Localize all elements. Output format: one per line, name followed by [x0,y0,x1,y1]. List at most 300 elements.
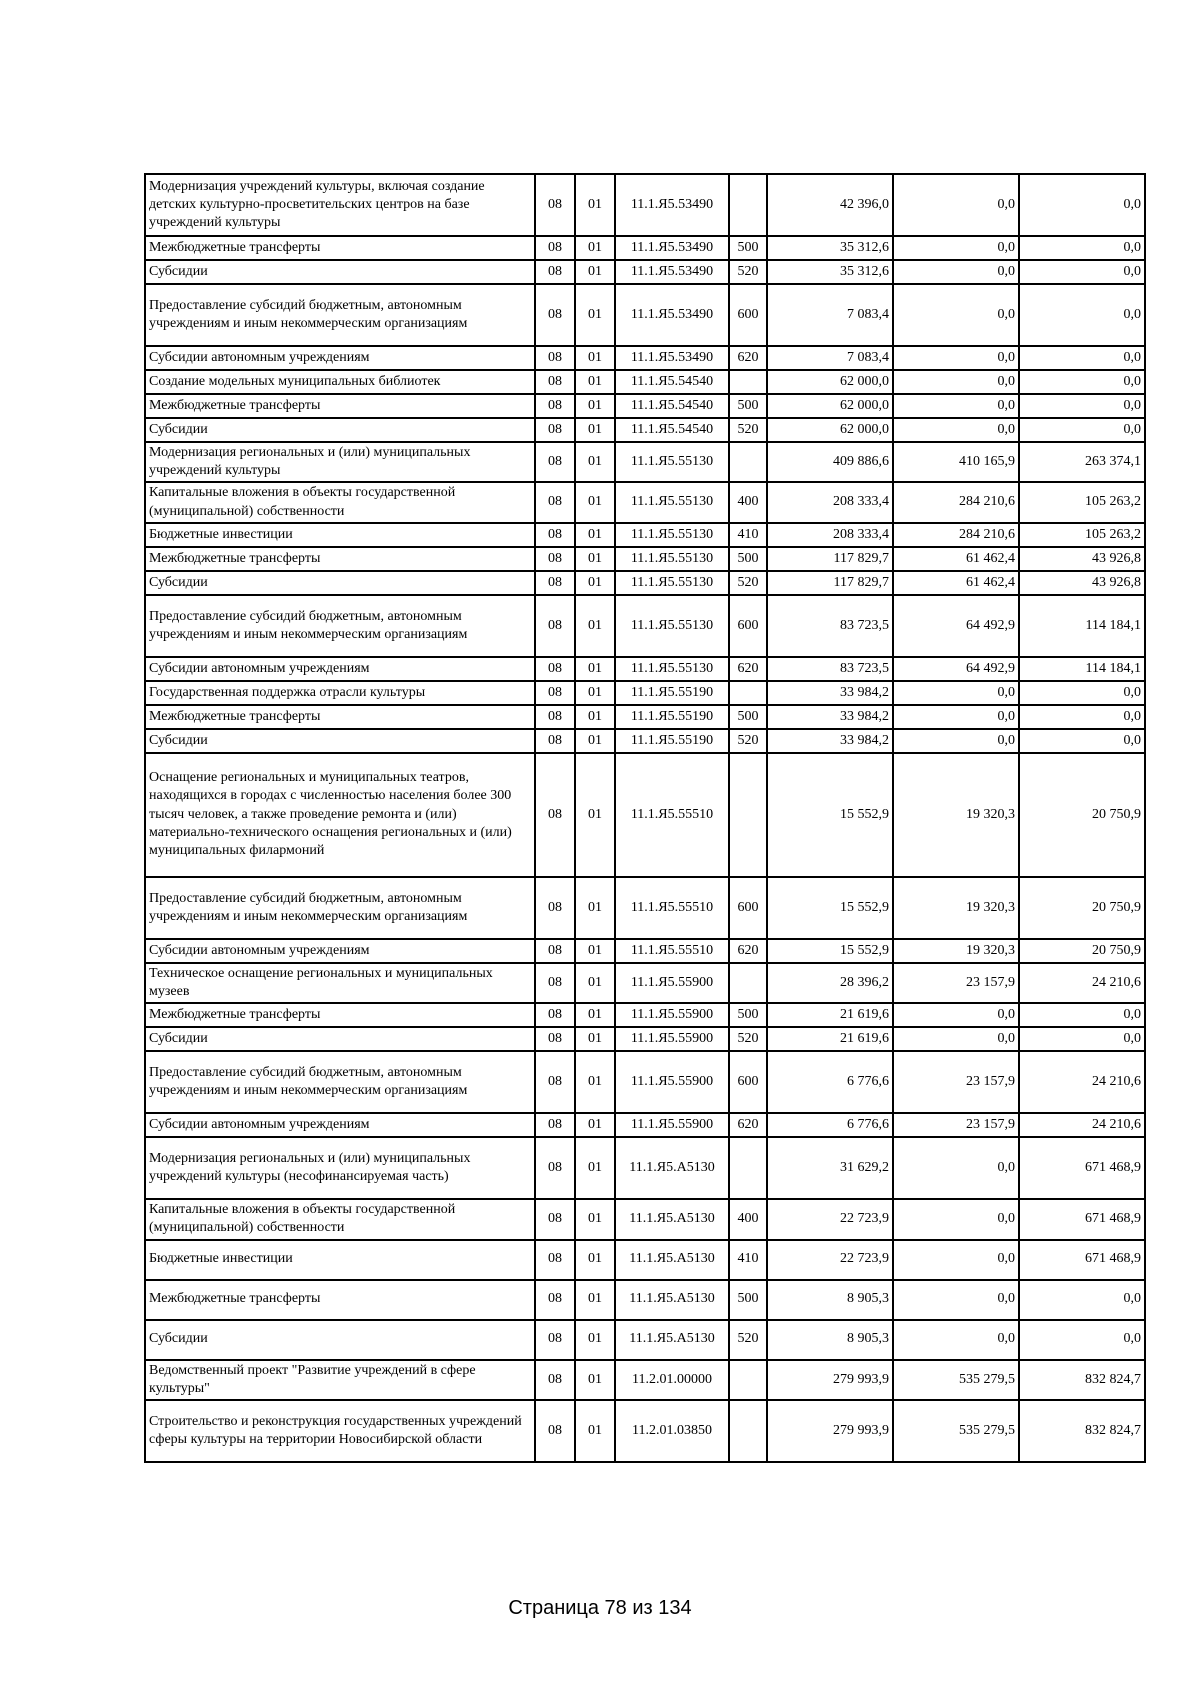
row-subsection: 01 [575,753,615,877]
row-target-article: 11.1.Я5.55130 [615,523,729,547]
row-subsection: 01 [575,442,615,482]
row-expense-type: 520 [729,729,767,753]
row-expense-type: 500 [729,1003,767,1027]
row-name: Межбюджетные трансферты [145,547,535,571]
row-target-article: 11.1.Я5.53490 [615,260,729,284]
row-name: Предоставление субсидий бюджетным, автономным учреждениям и иным некоммерческим организациям [145,595,535,657]
table-row [145,1003,1145,1027]
row-section: 08 [535,571,575,595]
table-row [145,260,1145,284]
row-name: Предоставление субсидий бюджетным, автономным учреждениям и иным некоммерческим организациям [145,1051,535,1113]
row-amount-year-2: 0,0 [893,1137,1019,1199]
row-amount-year-1: 117 829,7 [767,547,893,571]
row-section: 08 [535,442,575,482]
row-name: Оснащение региональных и муниципальных театров, находящихся в городах с численностью населения более 300 тысяч человек, а также проведение ремонта и (или) материально-технического оснащения региональных и (или) муниципальных филармоний [145,753,535,877]
row-name: Бюджетные инвестиции [145,1240,535,1280]
row-name: Капитальные вложения в объекты государственной (муниципальной) собственности [145,1199,535,1239]
row-section: 08 [535,346,575,370]
row-amount-year-2: 19 320,3 [893,753,1019,877]
table-row [145,482,1145,522]
row-expense-type [729,1137,767,1199]
row-subsection: 01 [575,1113,615,1137]
row-expense-type: 620 [729,657,767,681]
table-row [145,284,1145,346]
row-subsection: 01 [575,1027,615,1051]
row-section: 08 [535,236,575,260]
row-subsection: 01 [575,284,615,346]
row-amount-year-2: 0,0 [893,174,1019,236]
row-amount-year-1: 62 000,0 [767,418,893,442]
row-section: 08 [535,1360,575,1400]
row-target-article: 11.1.Я5.54540 [615,394,729,418]
row-name: Субсидии [145,1320,535,1360]
row-amount-year-1: 8 905,3 [767,1320,893,1360]
row-amount-year-3: 0,0 [1019,705,1145,729]
row-target-article: 11.1.Я5.55130 [615,657,729,681]
row-amount-year-1: 8 905,3 [767,1280,893,1320]
row-subsection: 01 [575,939,615,963]
row-amount-year-3: 20 750,9 [1019,939,1145,963]
row-subsection: 01 [575,1003,615,1027]
row-amount-year-2: 64 492,9 [893,657,1019,681]
table-row [145,571,1145,595]
row-amount-year-1: 35 312,6 [767,236,893,260]
row-name: Бюджетные инвестиции [145,523,535,547]
row-expense-type: 600 [729,877,767,939]
row-amount-year-3: 0,0 [1019,236,1145,260]
row-amount-year-1: 62 000,0 [767,394,893,418]
row-expense-type: 500 [729,1280,767,1320]
row-amount-year-3: 0,0 [1019,370,1145,394]
row-section: 08 [535,482,575,522]
row-amount-year-1: 6 776,6 [767,1113,893,1137]
row-amount-year-3: 114 184,1 [1019,595,1145,657]
row-expense-type: 500 [729,547,767,571]
row-section: 08 [535,260,575,284]
row-section: 08 [535,1113,575,1137]
row-amount-year-3: 0,0 [1019,346,1145,370]
row-name: Субсидии автономным учреждениям [145,1113,535,1137]
row-subsection: 01 [575,346,615,370]
table-row [145,370,1145,394]
row-name: Субсидии автономным учреждениям [145,939,535,963]
row-subsection: 01 [575,547,615,571]
row-name: Модернизация учреждений культуры, включая создание детских культурно-просветительских центров на базе учреждений культуры [145,174,535,236]
row-section: 08 [535,370,575,394]
table-row [145,657,1145,681]
row-name: Предоставление субсидий бюджетным, автономным учреждениям и иным некоммерческим организациям [145,877,535,939]
row-name: Субсидии [145,1027,535,1051]
table-row [145,595,1145,657]
row-amount-year-3: 0,0 [1019,394,1145,418]
row-target-article: 11.1.Я5.55900 [615,1113,729,1137]
row-amount-year-3: 114 184,1 [1019,657,1145,681]
row-amount-year-2: 0,0 [893,236,1019,260]
row-amount-year-1: 21 619,6 [767,1003,893,1027]
row-target-article: 11.1.Я5.А5130 [615,1320,729,1360]
row-amount-year-1: 279 993,9 [767,1360,893,1400]
table-row [145,753,1145,877]
table-row [145,547,1145,571]
row-target-article: 11.1.Я5.53490 [615,346,729,370]
table-row [145,1199,1145,1239]
row-amount-year-3: 24 210,6 [1019,1113,1145,1137]
row-target-article: 11.1.Я5.55510 [615,939,729,963]
row-subsection: 01 [575,1360,615,1400]
row-amount-year-1: 6 776,6 [767,1051,893,1113]
row-amount-year-3: 671 468,9 [1019,1240,1145,1280]
row-amount-year-2: 23 157,9 [893,1051,1019,1113]
row-target-article: 11.1.Я5.55510 [615,753,729,877]
row-name: Субсидии [145,571,535,595]
row-expense-type: 520 [729,418,767,442]
row-name: Предоставление субсидий бюджетным, автономным учреждениям и иным некоммерческим организациям [145,284,535,346]
table-row [145,1113,1145,1137]
row-amount-year-2: 0,0 [893,1003,1019,1027]
row-expense-type: 500 [729,705,767,729]
row-section: 08 [535,1240,575,1280]
row-section: 08 [535,877,575,939]
row-subsection: 01 [575,729,615,753]
row-expense-type [729,681,767,705]
row-expense-type [729,1360,767,1400]
table-row [145,681,1145,705]
row-amount-year-1: 409 886,6 [767,442,893,482]
row-target-article: 11.1.Я5.А5130 [615,1280,729,1320]
row-amount-year-2: 0,0 [893,260,1019,284]
row-section: 08 [535,1027,575,1051]
row-amount-year-1: 15 552,9 [767,877,893,939]
row-amount-year-3: 832 824,7 [1019,1400,1145,1462]
row-section: 08 [535,1400,575,1462]
row-section: 08 [535,394,575,418]
row-expense-type [729,370,767,394]
row-expense-type: 600 [729,1051,767,1113]
row-section: 08 [535,284,575,346]
row-subsection: 01 [575,394,615,418]
row-expense-type: 400 [729,1199,767,1239]
row-subsection: 01 [575,877,615,939]
row-amount-year-1: 83 723,5 [767,657,893,681]
table-row [145,236,1145,260]
row-amount-year-3: 43 926,8 [1019,571,1145,595]
table-row [145,174,1145,236]
table-row [145,939,1145,963]
row-amount-year-2: 61 462,4 [893,571,1019,595]
row-name: Межбюджетные трансферты [145,1003,535,1027]
row-expense-type: 600 [729,284,767,346]
table-row [145,1027,1145,1051]
row-amount-year-3: 0,0 [1019,284,1145,346]
row-section: 08 [535,595,575,657]
budget-table [144,173,1146,1463]
row-subsection: 01 [575,236,615,260]
row-amount-year-2: 64 492,9 [893,595,1019,657]
row-subsection: 01 [575,681,615,705]
table-row [145,523,1145,547]
row-section: 08 [535,1137,575,1199]
table-row [145,1280,1145,1320]
row-amount-year-1: 33 984,2 [767,681,893,705]
row-target-article: 11.1.Я5.55900 [615,1051,729,1113]
table-row [145,1360,1145,1400]
row-section: 08 [535,418,575,442]
row-target-article: 11.1.Я5.55900 [615,963,729,1003]
row-amount-year-2: 23 157,9 [893,963,1019,1003]
row-section: 08 [535,1280,575,1320]
row-amount-year-2: 0,0 [893,418,1019,442]
row-subsection: 01 [575,595,615,657]
row-section: 08 [535,1051,575,1113]
row-amount-year-1: 31 629,2 [767,1137,893,1199]
table-row [145,418,1145,442]
row-target-article: 11.1.Я5.А5130 [615,1137,729,1199]
table-row [145,394,1145,418]
row-amount-year-1: 7 083,4 [767,346,893,370]
row-target-article: 11.1.Я5.А5130 [615,1199,729,1239]
row-amount-year-2: 0,0 [893,284,1019,346]
row-name: Межбюджетные трансферты [145,1280,535,1320]
row-amount-year-3: 105 263,2 [1019,482,1145,522]
row-subsection: 01 [575,1240,615,1280]
row-subsection: 01 [575,523,615,547]
row-subsection: 01 [575,370,615,394]
row-expense-type: 410 [729,1240,767,1280]
row-section: 08 [535,963,575,1003]
row-amount-year-3: 0,0 [1019,729,1145,753]
row-name: Строительство и реконструкция государственных учреждений сферы культуры на территории Новосибирской области [145,1400,535,1462]
row-amount-year-3: 0,0 [1019,681,1145,705]
row-expense-type [729,1400,767,1462]
row-amount-year-3: 263 374,1 [1019,442,1145,482]
row-amount-year-1: 22 723,9 [767,1199,893,1239]
row-expense-type: 520 [729,260,767,284]
row-amount-year-2: 23 157,9 [893,1113,1019,1137]
row-name: Субсидии автономным учреждениям [145,657,535,681]
row-target-article: 11.1.Я5.55900 [615,1003,729,1027]
page-number: Страница 78 из 134 [508,1597,692,1619]
row-amount-year-1: 33 984,2 [767,705,893,729]
row-name: Межбюджетные трансферты [145,394,535,418]
row-amount-year-3: 24 210,6 [1019,1051,1145,1113]
row-target-article: 11.1.Я5.55510 [615,877,729,939]
row-expense-type: 520 [729,571,767,595]
table-row [145,729,1145,753]
row-amount-year-3: 832 824,7 [1019,1360,1145,1400]
row-amount-year-2: 0,0 [893,346,1019,370]
row-target-article: 11.1.Я5.А5130 [615,1240,729,1280]
row-subsection: 01 [575,963,615,1003]
row-target-article: 11.1.Я5.55130 [615,482,729,522]
row-amount-year-3: 20 750,9 [1019,877,1145,939]
row-subsection: 01 [575,705,615,729]
row-amount-year-3: 0,0 [1019,418,1145,442]
row-expense-type: 620 [729,939,767,963]
table-row [145,1137,1145,1199]
row-amount-year-1: 22 723,9 [767,1240,893,1280]
row-target-article: 11.2.01.03850 [615,1400,729,1462]
table-row [145,1320,1145,1360]
row-amount-year-2: 0,0 [893,1280,1019,1320]
row-amount-year-2: 284 210,6 [893,482,1019,522]
row-amount-year-2: 535 279,5 [893,1360,1019,1400]
row-subsection: 01 [575,1400,615,1462]
row-section: 08 [535,174,575,236]
row-amount-year-1: 208 333,4 [767,482,893,522]
row-amount-year-1: 279 993,9 [767,1400,893,1462]
row-amount-year-3: 0,0 [1019,1003,1145,1027]
row-target-article: 11.1.Я5.55130 [615,547,729,571]
row-amount-year-1: 42 396,0 [767,174,893,236]
row-amount-year-3: 0,0 [1019,174,1145,236]
row-target-article: 11.1.Я5.55190 [615,681,729,705]
row-amount-year-2: 535 279,5 [893,1400,1019,1462]
row-amount-year-3: 20 750,9 [1019,753,1145,877]
row-amount-year-2: 0,0 [893,729,1019,753]
row-expense-type [729,963,767,1003]
row-amount-year-3: 671 468,9 [1019,1199,1145,1239]
row-amount-year-1: 62 000,0 [767,370,893,394]
row-target-article: 11.1.Я5.55130 [615,595,729,657]
row-amount-year-2: 0,0 [893,394,1019,418]
row-name: Субсидии автономным учреждениям [145,346,535,370]
table-row [145,877,1145,939]
row-subsection: 01 [575,482,615,522]
row-amount-year-3: 671 468,9 [1019,1137,1145,1199]
row-expense-type: 410 [729,523,767,547]
row-amount-year-1: 15 552,9 [767,753,893,877]
row-target-article: 11.2.01.00000 [615,1360,729,1400]
row-section: 08 [535,705,575,729]
row-subsection: 01 [575,1137,615,1199]
row-name: Государственная поддержка отрасли культуры [145,681,535,705]
row-subsection: 01 [575,174,615,236]
row-amount-year-1: 15 552,9 [767,939,893,963]
row-amount-year-1: 83 723,5 [767,595,893,657]
row-amount-year-1: 117 829,7 [767,571,893,595]
row-expense-type: 520 [729,1320,767,1360]
row-amount-year-3: 43 926,8 [1019,547,1145,571]
row-amount-year-1: 33 984,2 [767,729,893,753]
row-section: 08 [535,547,575,571]
row-amount-year-3: 0,0 [1019,1320,1145,1360]
row-target-article: 11.1.Я5.55190 [615,705,729,729]
row-target-article: 11.1.Я5.54540 [615,370,729,394]
row-section: 08 [535,729,575,753]
row-section: 08 [535,1320,575,1360]
table-row [145,346,1145,370]
row-amount-year-1: 208 333,4 [767,523,893,547]
row-target-article: 11.1.Я5.55190 [615,729,729,753]
row-section: 08 [535,1003,575,1027]
row-amount-year-3: 105 263,2 [1019,523,1145,547]
row-name: Ведомственный проект "Развитие учреждений в сфере культуры" [145,1360,535,1400]
row-section: 08 [535,523,575,547]
row-amount-year-2: 0,0 [893,1199,1019,1239]
row-target-article: 11.1.Я5.53490 [615,284,729,346]
row-section: 08 [535,657,575,681]
table-row [145,1051,1145,1113]
table-row [145,1240,1145,1280]
row-amount-year-1: 7 083,4 [767,284,893,346]
row-name: Техническое оснащение региональных и муниципальных музеев [145,963,535,1003]
row-target-article: 11.1.Я5.55130 [615,442,729,482]
row-section: 08 [535,753,575,877]
row-target-article: 11.1.Я5.55130 [615,571,729,595]
row-name: Субсидии [145,418,535,442]
row-amount-year-1: 21 619,6 [767,1027,893,1051]
row-name: Субсидии [145,260,535,284]
row-expense-type: 500 [729,236,767,260]
row-expense-type: 500 [729,394,767,418]
row-amount-year-3: 0,0 [1019,1280,1145,1320]
row-amount-year-2: 284 210,6 [893,523,1019,547]
row-amount-year-3: 0,0 [1019,1027,1145,1051]
row-name: Капитальные вложения в объекты государственной (муниципальной) собственности [145,482,535,522]
table-row [145,705,1145,729]
row-amount-year-2: 410 165,9 [893,442,1019,482]
row-name: Субсидии [145,729,535,753]
row-name: Межбюджетные трансферты [145,705,535,729]
row-expense-type [729,753,767,877]
row-expense-type: 520 [729,1027,767,1051]
row-target-article: 11.1.Я5.53490 [615,174,729,236]
row-subsection: 01 [575,657,615,681]
row-target-article: 11.1.Я5.55900 [615,1027,729,1051]
row-subsection: 01 [575,1320,615,1360]
row-amount-year-3: 24 210,6 [1019,963,1145,1003]
row-amount-year-2: 0,0 [893,1240,1019,1280]
row-amount-year-2: 19 320,3 [893,939,1019,963]
row-subsection: 01 [575,1280,615,1320]
row-subsection: 01 [575,260,615,284]
row-subsection: 01 [575,418,615,442]
row-expense-type: 620 [729,1113,767,1137]
row-name: Модернизация региональных и (или) муниципальных учреждений культуры (несофинансируемая часть) [145,1137,535,1199]
row-amount-year-2: 0,0 [893,681,1019,705]
row-expense-type [729,442,767,482]
budget-table-body [145,174,1145,1462]
row-section: 08 [535,681,575,705]
row-name: Модернизация региональных и (или) муниципальных учреждений культуры [145,442,535,482]
row-amount-year-2: 61 462,4 [893,547,1019,571]
row-expense-type: 400 [729,482,767,522]
row-amount-year-2: 0,0 [893,705,1019,729]
row-amount-year-1: 35 312,6 [767,260,893,284]
row-expense-type [729,174,767,236]
row-target-article: 11.1.Я5.54540 [615,418,729,442]
row-amount-year-2: 0,0 [893,370,1019,394]
row-section: 08 [535,939,575,963]
table-row [145,1400,1145,1462]
row-amount-year-3: 0,0 [1019,260,1145,284]
row-expense-type: 600 [729,595,767,657]
row-subsection: 01 [575,1051,615,1113]
row-name: Межбюджетные трансферты [145,236,535,260]
row-subsection: 01 [575,571,615,595]
table-row [145,963,1145,1003]
row-expense-type: 620 [729,346,767,370]
table-row [145,442,1145,482]
row-amount-year-2: 0,0 [893,1320,1019,1360]
row-target-article: 11.1.Я5.53490 [615,236,729,260]
row-amount-year-2: 19 320,3 [893,877,1019,939]
row-subsection: 01 [575,1199,615,1239]
row-amount-year-2: 0,0 [893,1027,1019,1051]
row-section: 08 [535,1199,575,1239]
row-amount-year-1: 28 396,2 [767,963,893,1003]
row-name: Создание модельных муниципальных библиотек [145,370,535,394]
